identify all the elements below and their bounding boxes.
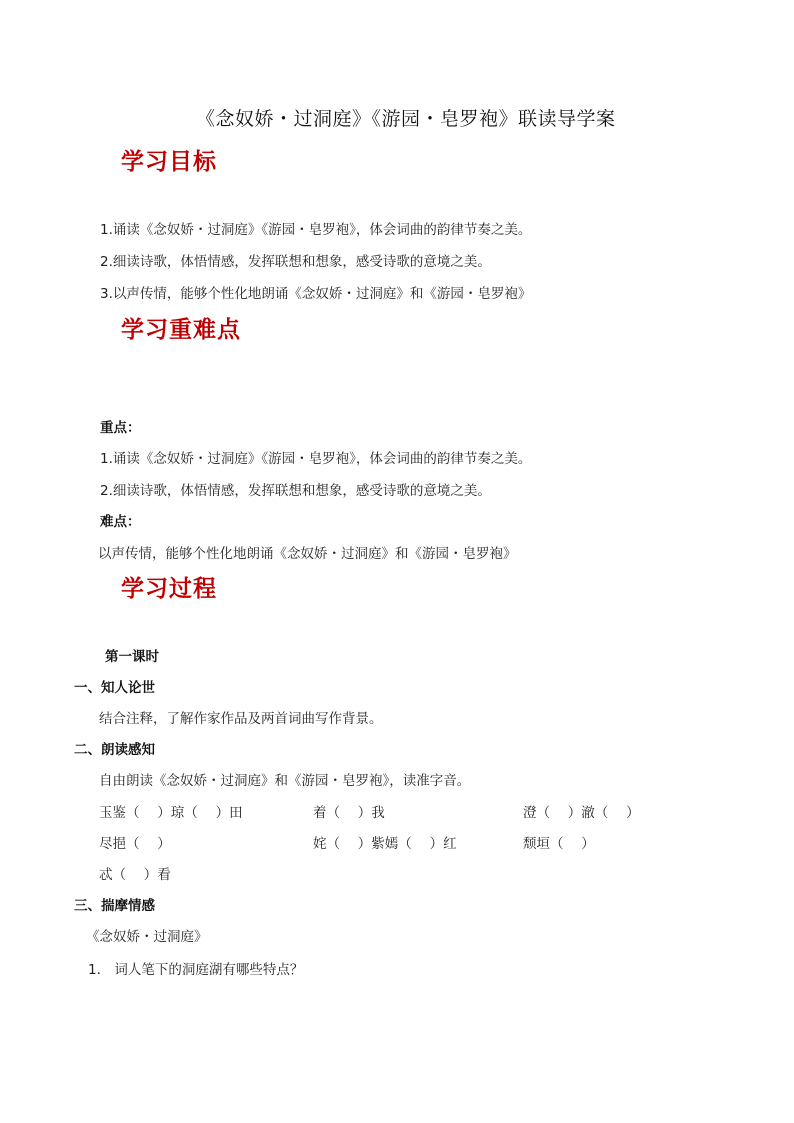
lesson-label: 第一课时 [105, 649, 159, 665]
key-difficult-heading: 学习重难点 [121, 317, 241, 343]
goals-heading: 学习目标 [121, 149, 217, 175]
key-label: 重点： [100, 420, 141, 436]
process-heading: 学习过程 [121, 576, 217, 602]
document-title: 《念奴娇・过洞庭》《游园・皂罗袍》联读导学案 [196, 108, 616, 130]
pron-r2-c2: 姹（ ）紫嫣（ ）红 [313, 836, 457, 852]
goal-item-3: 3.以声传情，能够个性化地朗诵《念奴娇・过洞庭》和《游园・皂罗袍》 [100, 286, 532, 302]
key-point-2: 2.细读诗歌，体悟情感，发挥联想和想象，感受诗歌的意境之美。 [100, 483, 491, 499]
part2-heading: 二、朗读感知 [74, 742, 155, 758]
part3-subtitle: 《念奴娇・过洞庭》 [86, 929, 208, 945]
goal-item-1: 1.诵读《念奴娇・过洞庭》《游园・皂罗袍》，体会词曲的韵律节奏之美。 [100, 222, 532, 238]
pron-r2-c3: 颓垣（ ） [523, 836, 595, 852]
pron-r3-c1: 忒（ ）看 [99, 867, 171, 883]
part1-heading: 一、知人论世 [74, 680, 155, 696]
part1-text: 结合注释，了解作家作品及两首词曲写作背景。 [99, 711, 383, 727]
pron-r1-c1: 玉鉴（ ）琼（ ）田 [99, 805, 243, 821]
key-point-1: 1.诵读《念奴娇・过洞庭》《游园・皂罗袍》，体会词曲的韵律节奏之美。 [100, 451, 532, 467]
part3-heading: 三、揣摩情感 [74, 898, 155, 914]
goal-item-2: 2.细读诗歌，体悟情感，发挥联想和想象，感受诗歌的意境之美。 [100, 254, 491, 270]
question-1: 1. 词人笔下的洞庭湖有哪些特点？ [88, 962, 304, 978]
part2-text: 自由朗读《念奴娇・过洞庭》和《游园・皂罗袍》，读准字音。 [99, 773, 471, 789]
pron-r2-c1: 尽挹（ ） [99, 836, 171, 852]
difficult-text: 以声传情，能够个性化地朗诵《念奴娇・过洞庭》和《游园・皂罗袍》 [98, 546, 517, 562]
pron-r1-c2: 着（ ）我 [313, 805, 385, 821]
pron-r1-c3: 澄（ ）澈（ ） [523, 805, 640, 821]
difficult-label: 难点： [100, 514, 141, 530]
